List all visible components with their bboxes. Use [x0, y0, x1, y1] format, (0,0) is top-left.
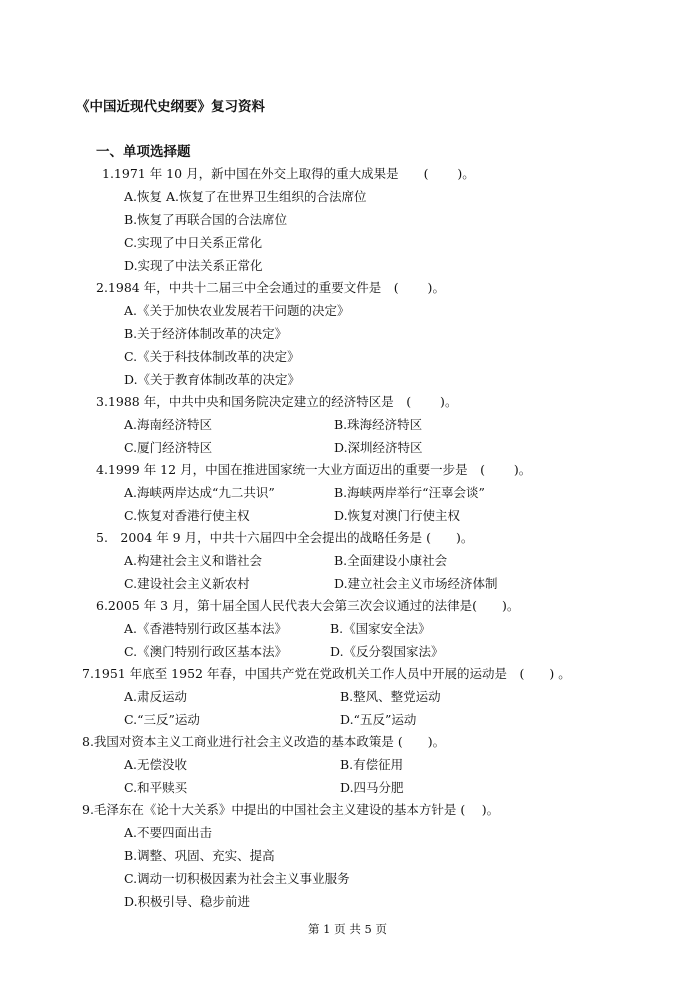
question-stem: 1.1971 年 10 月，新中国在外交上取得的重大成果是 ( )。 — [102, 166, 475, 181]
answer-option: A.构建社会主义和谐社会 — [124, 553, 263, 568]
answer-option: C.实现了中日关系正常化 — [124, 235, 263, 250]
answer-option: D.恢复对澳门行使主权 — [334, 508, 461, 523]
answer-option: B.全面建设小康社会 — [334, 553, 448, 568]
answer-option: D.四马分肥 — [340, 780, 404, 795]
answer-option: A.海南经济特区 — [124, 417, 213, 432]
question-stem: 7.1951 年底至 1952 年春，中国共产党在党政机关工作人员中开展的运动是 ( ) 。 — [82, 666, 571, 681]
question-stem: 5. 2004 年 9 月，中共十六届四中全会提出的战略任务是 ( )。 — [96, 530, 474, 545]
answer-option: D.建立社会主义市场经济体制 — [334, 576, 498, 591]
question-stem: 9.毛泽东在《论十大关系》中提出的中国社会主义建设的基本方针是 ( )。 — [82, 802, 500, 817]
answer-option: B.调整、巩固、充实、提高 — [124, 848, 275, 863]
answer-option: A.肃反运动 — [124, 689, 188, 704]
answer-option: B.《国家安全法》 — [330, 621, 431, 636]
answer-option: C.厦门经济特区 — [124, 440, 213, 455]
answer-option: B.有偿征用 — [340, 757, 404, 772]
answer-option: C.恢复对香港行使主权 — [124, 508, 250, 523]
question-stem: 8.我国对资本主义工商业进行社会主义改造的基本政策是 ( )。 — [82, 734, 446, 749]
answer-option: C.《澳门特别行政区基本法》 — [124, 644, 288, 659]
answer-option: C.建设社会主义新农村 — [124, 576, 250, 591]
question-stem: 6.2005 年 3 月，第十届全国人民代表大会第三次会议通过的法律是( )。 — [96, 598, 520, 613]
answer-option: C.《关于科技体制改革的决定》 — [124, 349, 300, 364]
page-footer: 第 1 页 共 5 页 — [308, 922, 387, 936]
answer-option: C.“三反”运动 — [124, 712, 200, 727]
answer-option: A.恢复 A.恢复了在世界卫生组织的合法席位 — [124, 189, 367, 204]
question-stem: 4.1999 年 12 月，中国在推进国家统一大业方面迈出的重要一步是 ( )。 — [96, 462, 532, 477]
answer-option: D.“五反”运动 — [340, 712, 417, 727]
answer-option: B.海峡两岸举行“汪辜会谈” — [334, 485, 485, 500]
answer-option: D.《关于教育体制改革的决定》 — [124, 372, 301, 387]
answer-option: B.恢复了再联合国的合法席位 — [124, 212, 288, 227]
answer-option: A.《香港特别行政区基本法》 — [124, 621, 288, 636]
answer-option: A.海峡两岸达成“九二共识” — [124, 485, 275, 500]
answer-option: D.实现了中法关系正常化 — [124, 258, 263, 273]
question-stem: 2.1984 年，中共十二届三中全会通过的重要文件是 ( )。 — [96, 280, 445, 295]
answer-option: A.《关于加快农业发展若干问题的决定》 — [124, 303, 350, 318]
answer-option: D.深圳经济特区 — [334, 440, 423, 455]
document-title: 《中国近现代史纲要》复习资料 — [76, 99, 265, 115]
question-stem: 3.1988 年，中共中央和国务院决定建立的经济特区是 ( )。 — [96, 394, 458, 409]
answer-option: A.不要四面出击 — [124, 825, 213, 840]
answer-option: B.关于经济体制改革的决定》 — [124, 326, 288, 341]
answer-option: D.积极引导、稳步前进 — [124, 894, 251, 909]
answer-option: A.无偿没收 — [124, 757, 188, 772]
answer-option: D.《反分裂国家法》 — [330, 644, 444, 659]
answer-option: B.整风、整党运动 — [340, 689, 441, 704]
answer-option: C.和平赎买 — [124, 780, 188, 795]
section-heading: 一、单项选择题 — [96, 144, 191, 160]
answer-option: B.珠海经济特区 — [334, 417, 423, 432]
answer-option: C.调动一切积极因素为社会主义事业服务 — [124, 871, 350, 886]
